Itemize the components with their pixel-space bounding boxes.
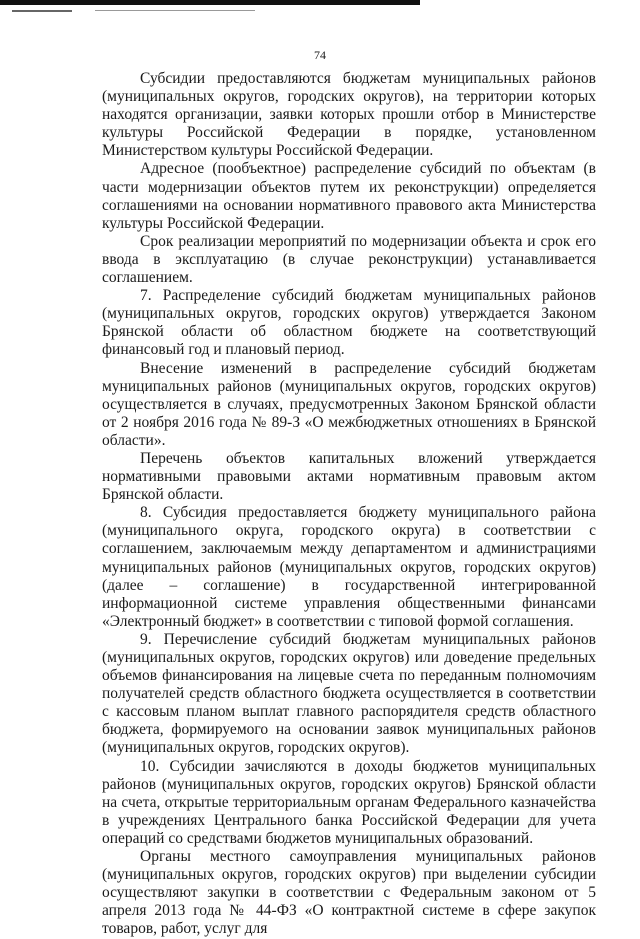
paragraph: Срок реализации мероприятий по модернизации объекта и срок его ввода в эксплуатацию (в случае реконструкции) устанавливается соглашением. bbox=[102, 232, 596, 287]
page-number: 74 bbox=[314, 48, 326, 62]
paragraph: 10. Субсидии зачисляются в доходы бюджетов муниципальных районов (муниципальных округов, городских округов) Брянской области на счета, открытые территориальным органам Федерального казначейства в учреждениях Центрального банка Российской Федерации для учета операций со средствами бюджетов муниципальных образований. bbox=[102, 757, 596, 847]
paragraph: Субсидии предоставляются бюджетам муниципальных районов (муниципальных округов, городских округов), на территории которых находятся организации, заявки которых прошли отбор в Министерстве культуры Российской Федерации в порядке, установленном Министерством культуры Российской Федерации. bbox=[102, 70, 596, 160]
paragraph: 9. Перечисление субсидий бюджетам муниципальных районов (муниципальных округов, городских округов) или доведение предельных объемов финансирования на лицевые счета по переданным полномочиям получателей средств областного бюджета осуществляется в соответствии с кассовым планом выплат главного распорядителя средств областного бюджета, формируемого на основании заявок муниципальных районов (муниципальных округов, городских округов). bbox=[102, 630, 596, 757]
scan-edge-mark bbox=[12, 10, 72, 12]
scan-edge-mark bbox=[95, 10, 255, 11]
document-body bbox=[102, 70, 596, 939]
paragraph: Органы местного самоуправления муниципальных районов (муниципальных округов, городских округов) при выделении субсидии осуществляют закупки в соответствии с Федеральным законом от 5 апреля 2013 года № 44-ФЗ «О контрактной системе в сфере закупок товаров, работ, услуг для bbox=[102, 848, 596, 938]
paragraph: 7. Распределение субсидий бюджетам муниципальных районов (муниципальных округов, городских округов) утверждается Законом Брянской области об областном бюджете на соответствующий финансовый год и плановый период. bbox=[102, 287, 596, 359]
paragraph: Адресное (пообъектное) распределение субсидий по объектам (в части модернизации объектов путем их реконструкции) определяется соглашениями на основании нормативного правового акта Министерства культуры Российской Федерации. bbox=[102, 160, 596, 232]
paragraph: 8. Субсидия предоставляется бюджету муниципального района (муниципального округа, городского округа) в соответствии с соглашением, заключаемым между департаментом и администрациями муниципальных районов (муниципальных округов, городских округов) (далее – соглашение) в государственной интегрированной информационной системе управления общественными финансами «Электронный бюджет» в соответствии с типовой формой соглашения. bbox=[102, 504, 596, 630]
paragraph: Внесение изменений в распределение субсидий бюджетам муниципальных районов (муниципальных округов, городских округов) осуществляется в случаях, предусмотренных Законом Брянской области от 2 ноября 2016 года № 89-З «О межбюджетных отношениях в Брянской области». bbox=[102, 359, 596, 449]
scan-edge-mark bbox=[0, 0, 420, 5]
paragraph: Перечень объектов капитальных вложений утверждается нормативными правовыми актами нормативным правовым актом Брянской области. bbox=[102, 449, 596, 504]
